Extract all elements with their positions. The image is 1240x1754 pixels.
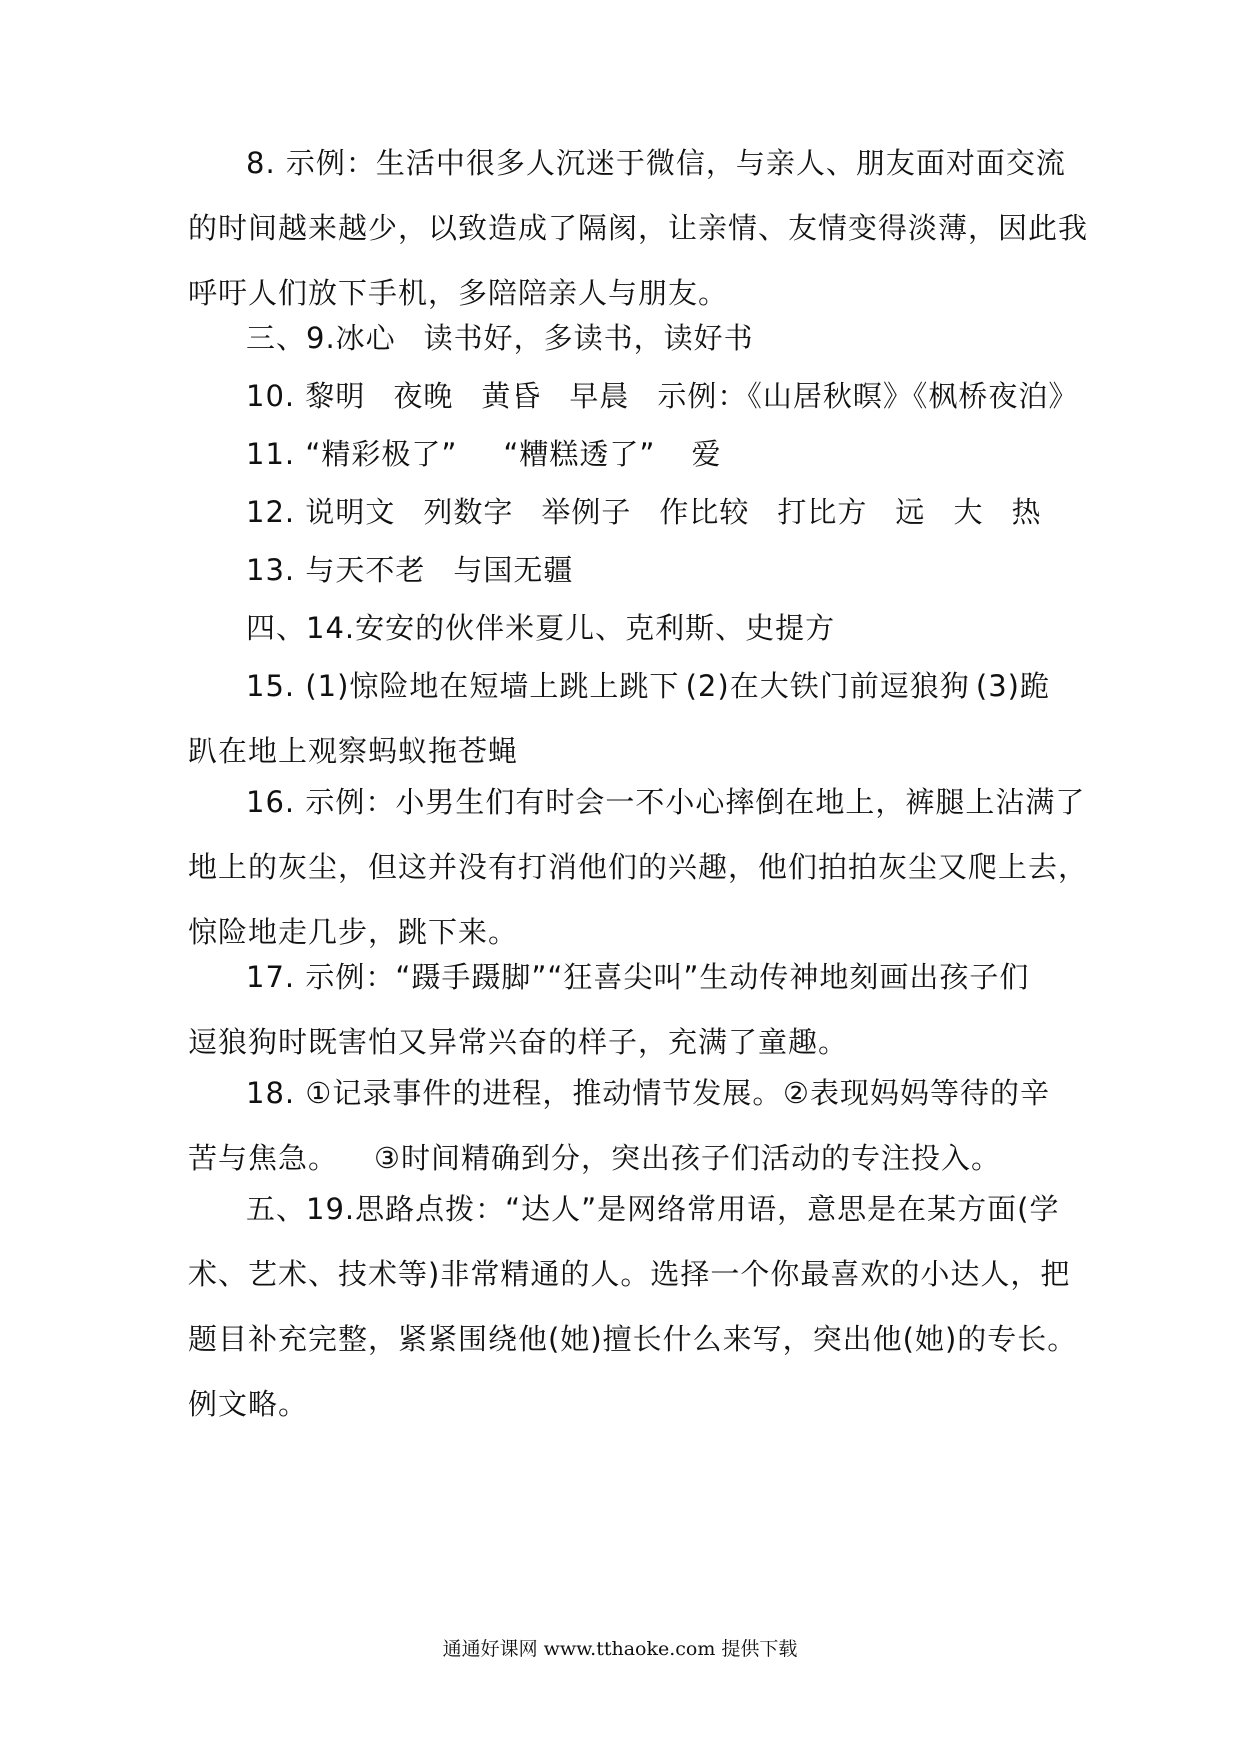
answer-14 <box>188 596 1050 661</box>
answer-10-item: 黄昏 <box>481 379 542 413</box>
answer-12-line <box>188 480 1050 545</box>
answer-19-line-4: 例文略。 <box>188 1387 309 1421</box>
answer-12-item: 作比较 <box>659 495 750 529</box>
answer-8 <box>188 131 1089 326</box>
answer-13-number: 13. <box>246 553 296 587</box>
answer-10-number: 10. <box>246 379 296 413</box>
answer-17 <box>188 945 1050 1075</box>
answer-12 <box>188 480 1050 545</box>
answer-12-item: 打比方 <box>777 495 868 529</box>
answer-15-line-1 <box>188 654 1050 719</box>
answer-15-line-2: 趴在地上观察蚂蚁拖苍蝇 <box>188 734 519 768</box>
answer-18-part: 苦与焦急。 <box>188 1141 339 1175</box>
answer-12-item: 热 <box>1011 495 1042 529</box>
answer-12-item: 列数字 <box>423 495 514 529</box>
answer-10 <box>188 364 1079 429</box>
answer-18-part: 18. ①记录事件的进程，推动情节发展。 <box>246 1076 783 1110</box>
answer-11 <box>188 422 1050 487</box>
answer-12-number: 12. <box>246 495 296 529</box>
answer-11-number: 11. <box>246 437 296 471</box>
answer-11-item: “糟糕透了” <box>503 437 656 471</box>
answer-16-line-3: 惊险地走几步，跳下来。 <box>188 915 519 949</box>
answer-13-item: 与国无疆 <box>453 553 574 587</box>
answer-10-item: 黎明 <box>305 379 366 413</box>
answer-15-part: 15. (1)惊险地在短墙上跳上跳下 <box>246 669 680 703</box>
answer-8-line-3: 呼吁人们放下手机，多陪陪亲人与朋友。 <box>188 276 729 310</box>
answer-9-prefix: 三、9.冰心 <box>246 321 396 355</box>
answer-12-item: 大 <box>953 495 984 529</box>
footer-source: 通通好课网 www.tthaoke.com 提供下载 <box>442 1638 798 1660</box>
answer-17-line-2: 逗狼狗时既害怕又异常兴奋的样子，充满了童趣。 <box>188 1025 849 1059</box>
answer-10-line <box>188 364 1079 429</box>
answer-18-part: ②表现妈妈等待的辛 <box>783 1076 1050 1110</box>
answer-12-item: 远 <box>895 495 926 529</box>
answer-9-text: 读书好，多读书，读好书 <box>423 321 754 355</box>
answer-10-item: 早晨 <box>569 379 630 413</box>
answer-19-line-1: 五、19.思路点拨：“达人”是网络常用语，意思是在某方面(学 <box>246 1192 1060 1226</box>
answer-15 <box>188 654 1050 784</box>
answer-11-item: “精彩极了” <box>305 437 458 471</box>
answer-15-part: (3)跪 <box>975 669 1050 703</box>
answer-11-line <box>188 422 1050 487</box>
answer-9 <box>188 306 1050 371</box>
answer-10-item: 夜晚 <box>393 379 454 413</box>
answer-8-line-1: 8. 示例：生活中很多人沉迷于微信，与亲人、朋友面对面交流 <box>246 146 1066 180</box>
answer-13 <box>188 538 1050 603</box>
answer-16-line-1: 16. 示例：小男生们有时会一不小心摔倒在地上，裤腿上沾满了 <box>246 785 1086 819</box>
answer-10-example: 示例：《山居秋暝》《枫桥夜泊》 <box>657 379 1079 413</box>
answer-9-line <box>188 306 1050 371</box>
answer-19-line-2: 术、艺术、技术等)非常精通的人。选择一个你最喜欢的小达人，把 <box>188 1257 1071 1291</box>
answer-11-item: 爱 <box>691 437 722 471</box>
answer-15-part: (2)在大铁门前逗狼狗 <box>685 669 970 703</box>
answer-19 <box>188 1177 1078 1437</box>
answer-8-line-2: 的时间越来越少，以致造成了隔阂，让亲情、友情变得淡薄，因此我 <box>188 211 1089 245</box>
answer-17-line-1: 17. 示例：“蹑手蹑脚”“狂喜尖叫”生动传神地刻画出孩子们 <box>246 960 1030 994</box>
answer-12-item: 说明文 <box>305 495 396 529</box>
answer-12-item: 举例子 <box>541 495 632 529</box>
answer-16-line-2: 地上的灰尘，但这并没有打消他们的兴趣，他们拍拍灰尘又爬上去， <box>188 850 1089 884</box>
answer-16 <box>188 770 1089 965</box>
answer-13-line <box>188 538 1050 603</box>
answer-19-line-3: 题目补充完整，紧紧围绕他(她)擅长什么来写，突出他(她)的专长。 <box>188 1322 1078 1356</box>
answer-13-item: 与天不老 <box>305 553 426 587</box>
answer-18-line-1 <box>188 1061 1050 1126</box>
answer-18 <box>188 1061 1050 1191</box>
answer-14-line: 四、14.安安的伙伴米夏儿、克利斯、史提方 <box>246 611 836 645</box>
answer-18-part: ③时间精确到分，突出孩子们活动的专注投入。 <box>374 1141 1002 1175</box>
